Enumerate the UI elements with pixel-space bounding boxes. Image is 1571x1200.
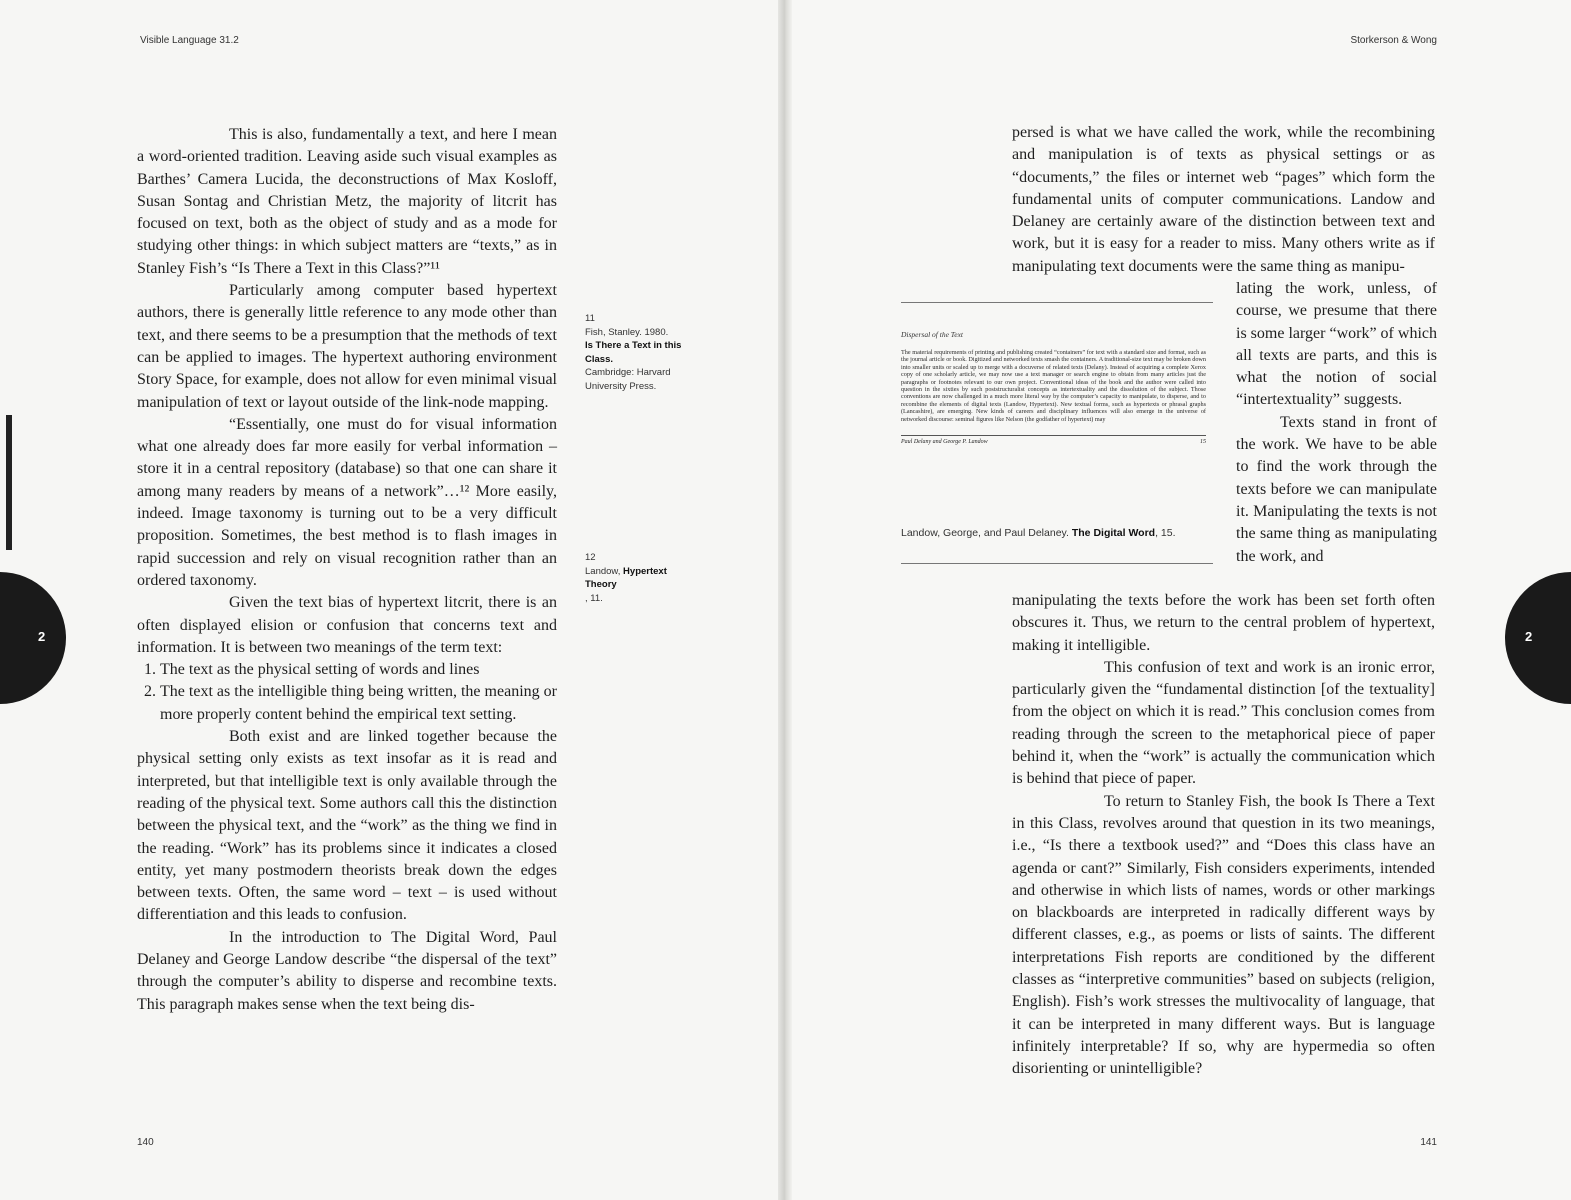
figure-footer [901, 435, 1206, 445]
figure-caption [901, 527, 1176, 539]
note-number: 12 [585, 552, 596, 563]
figure-footer-authors: Paul Delany and George P. Landow [901, 439, 988, 446]
right-side-column [1236, 278, 1437, 568]
note-title: Is There a Text in this Class. [585, 340, 682, 365]
paragraph: manipulating the texts before the work has been set forth often obscures it. Thus, we return to the central problem of hypertext, making it intelligible. [1012, 592, 1435, 654]
left-page [0, 0, 785, 1200]
note-author: Fish, Stanley. 1980. [585, 326, 669, 338]
paragraph: This is also, fundamentally a text, and here I mean a word-oriented tradition. Leaving aside such visual examples as Barthes’ Camera Lucida, the deconstructions of Max Kosloff, Susan Sontag and Christian Metz, the majority of litcrit has focused on text, both as the object of study and as a mode for studying other things: in which subject matters are “texts,” as in Stanley Fish’s “Is There a Text in this Class?”¹¹ [137, 126, 557, 277]
note-publisher: Cambridge: Harvard University Press. [585, 367, 671, 392]
page-number-right: 141 [1420, 1137, 1437, 1148]
paragraph: To return to Stanley Fish, the book Is There a Text in this Class, revolves around that question in its two meanings, i.e., “Is there a textbook used?” and “Does this class have an agenda or cant?” Similarly, Fish considers experiments, intended and otherwise in which lists of names, words or other markings on blackboards are interpreted in radically different ways by different classes, e.g., as poems or lists of saints. The different interpretations Fish reports are conditioned by the different classes as “interpretive communities” based on subjects (religion, English). Fish’s work stresses the multivocality of language, that it can be interpreted in many different ways. But is language infinitely interpretable? If so, why are hypermedia so often disorienting or unintelligible? [1012, 792, 1435, 1078]
paragraph: “Essentially, one must do for visual information what one already does far more easily for verbal information – store it in a central repository (database) so that one can share it among many readers by means of a network”…¹² More easily, indeed. Image taxonomy is turning out to be a very difficult proposition. Sometimes, the best method is to flash images in rapid succession and rely on visual recognition rather than an ordered taxonomy. [137, 415, 557, 589]
list-item: 1. The text as the physical setting of words and lines [160, 659, 557, 681]
list-item: 2. The text as the intelligible thing being written, the meaning or more properly content behind the empirical text setting. [160, 681, 557, 726]
side-note-12 [585, 551, 695, 605]
figure-title: Dispersal of the Text [901, 330, 964, 339]
caption-suffix: , 15. [1155, 527, 1176, 539]
running-head-left: Visible Language 31.2 [140, 35, 239, 46]
figure-top-rule [901, 302, 1213, 303]
paragraph: persed is what we have called the work, while the recombining and manipulation is of texts as physical settings or as “documents,” the files or internet web “pages” which form the fundamental units of computer communications. Landow and Delaney are certainly aware of the distinction between text and work, but it is easy for a reader to miss. Many others write as if manipulating text documents were the same thing as manipu- [1012, 124, 1435, 275]
figure-bottom-rule [901, 563, 1213, 564]
spine-edge-mark [6, 415, 12, 550]
paragraph: lating the work, unless, of course, we presume that there is some larger “work” of which all texts are parts, and this is what the notion of social “intertextuality” suggests. [1236, 280, 1437, 409]
paragraph: This confusion of text and work is an ironic error, particularly given the “fundamental distinction [of the textuality] from the object on which it is read.” This conclusion comes from reading through the screen to the metaphorical piece of paper behind it, when the “work” is actually the communication which is behind that piece of paper. [1012, 658, 1435, 788]
left-body-text [137, 124, 557, 1016]
book-gutter [778, 0, 792, 1200]
running-head-right: Storkerson & Wong [1350, 35, 1437, 46]
paragraph: Particularly among computer based hypertext authors, there is generally little reference to any mode other than text, and there seems to be a presumption that the methods of text can be applied to images. The hypertext authoring environment Story Space, for example, does not allow for even minimal visual manipulation of text or layout outside of the link-node mapping. [137, 282, 557, 411]
note-publisher: , 11. [585, 592, 603, 604]
figure-excerpt [901, 330, 1206, 445]
figure-footer-page: 15 [1200, 439, 1206, 446]
note-number: 11 [585, 313, 595, 324]
paragraph: Given the text bias of hypertext litcrit, there is an often displayed elision or confusion that concerns text and information. It is between two meanings of the term text: [137, 594, 557, 656]
right-page [786, 0, 1571, 1200]
caption-title: The Digital Word [1071, 527, 1156, 539]
right-bottom-text [1012, 590, 1435, 1081]
page-number-left: 140 [137, 1137, 154, 1148]
figure-body: The material requirements of printing and publishing created “containers” for text with a standard size and format, such as the journal article or book. Digitized and networked texts smash the containers. A traditional-size text may be broken down into smaller units or scaled up to merge with a docuverse of related texts (Delany). Instead of acquiring a complete Xerox copy of one scholarly article, we may now use a text manager or search engine to obtain from many articles just the paragraphs or footnotes relevant to our own project. Conventional ideas of the book and the author were called into question in the sixties by such poststructuralist concepts as intertextuality and the dissolution of the subject. Those conventions are now challenged in a much more literal way by the computer’s capacity to manipulate, to disperse, and to recombine the elements of digital texts (Landow, Hypertext). New textual forms, such as hypertexts or phrasal graphs (Lancashire), are emerging. New kinds of careers and disciplinary influences will also emerge in the universe of networked discourse: seminal figures like Nelson (the godfather of hypertext) may [901, 349, 1206, 423]
paragraph: Both exist and are linked together because the physical setting only exists as text insofar as it is read and interpreted, but that intelligible text is only available through the reading of the physical text. Some authors call this the distinction between the physical text, and the “work” as the thing we find in the reading. “Work” has its problems since it indicates a closed entity, yet many postmodern theorists break down the edges between texts. Often, the same word – text – is used without differentiation and this leads to confusion. [137, 728, 557, 924]
right-top-text [1012, 122, 1435, 278]
paragraph: In the introduction to The Digital Word, Paul Delaney and George Landow describe “the dispersal of the text” through the computer’s ability to disperse and recombine texts. This paragraph makes sense when the text being dis- [137, 928, 557, 1013]
paragraph: Texts stand in front of the work. We have to be able to find the work through the texts before we can manipulate it. Manipulating the texts is not the same thing as manipulating the work, and [1236, 413, 1437, 565]
note-author: Landow, [585, 565, 621, 577]
chapter-tab-number-right: 2 [1525, 629, 1533, 644]
numbered-list [137, 659, 557, 726]
chapter-tab-left [0, 572, 66, 704]
side-note-11 [585, 312, 695, 393]
caption-prefix: Landow, George, and Paul Delaney. [901, 527, 1069, 539]
chapter-tab-right [1505, 572, 1571, 704]
chapter-tab-number-left: 2 [38, 629, 46, 644]
note-title: Hypertext Theory [585, 565, 667, 590]
